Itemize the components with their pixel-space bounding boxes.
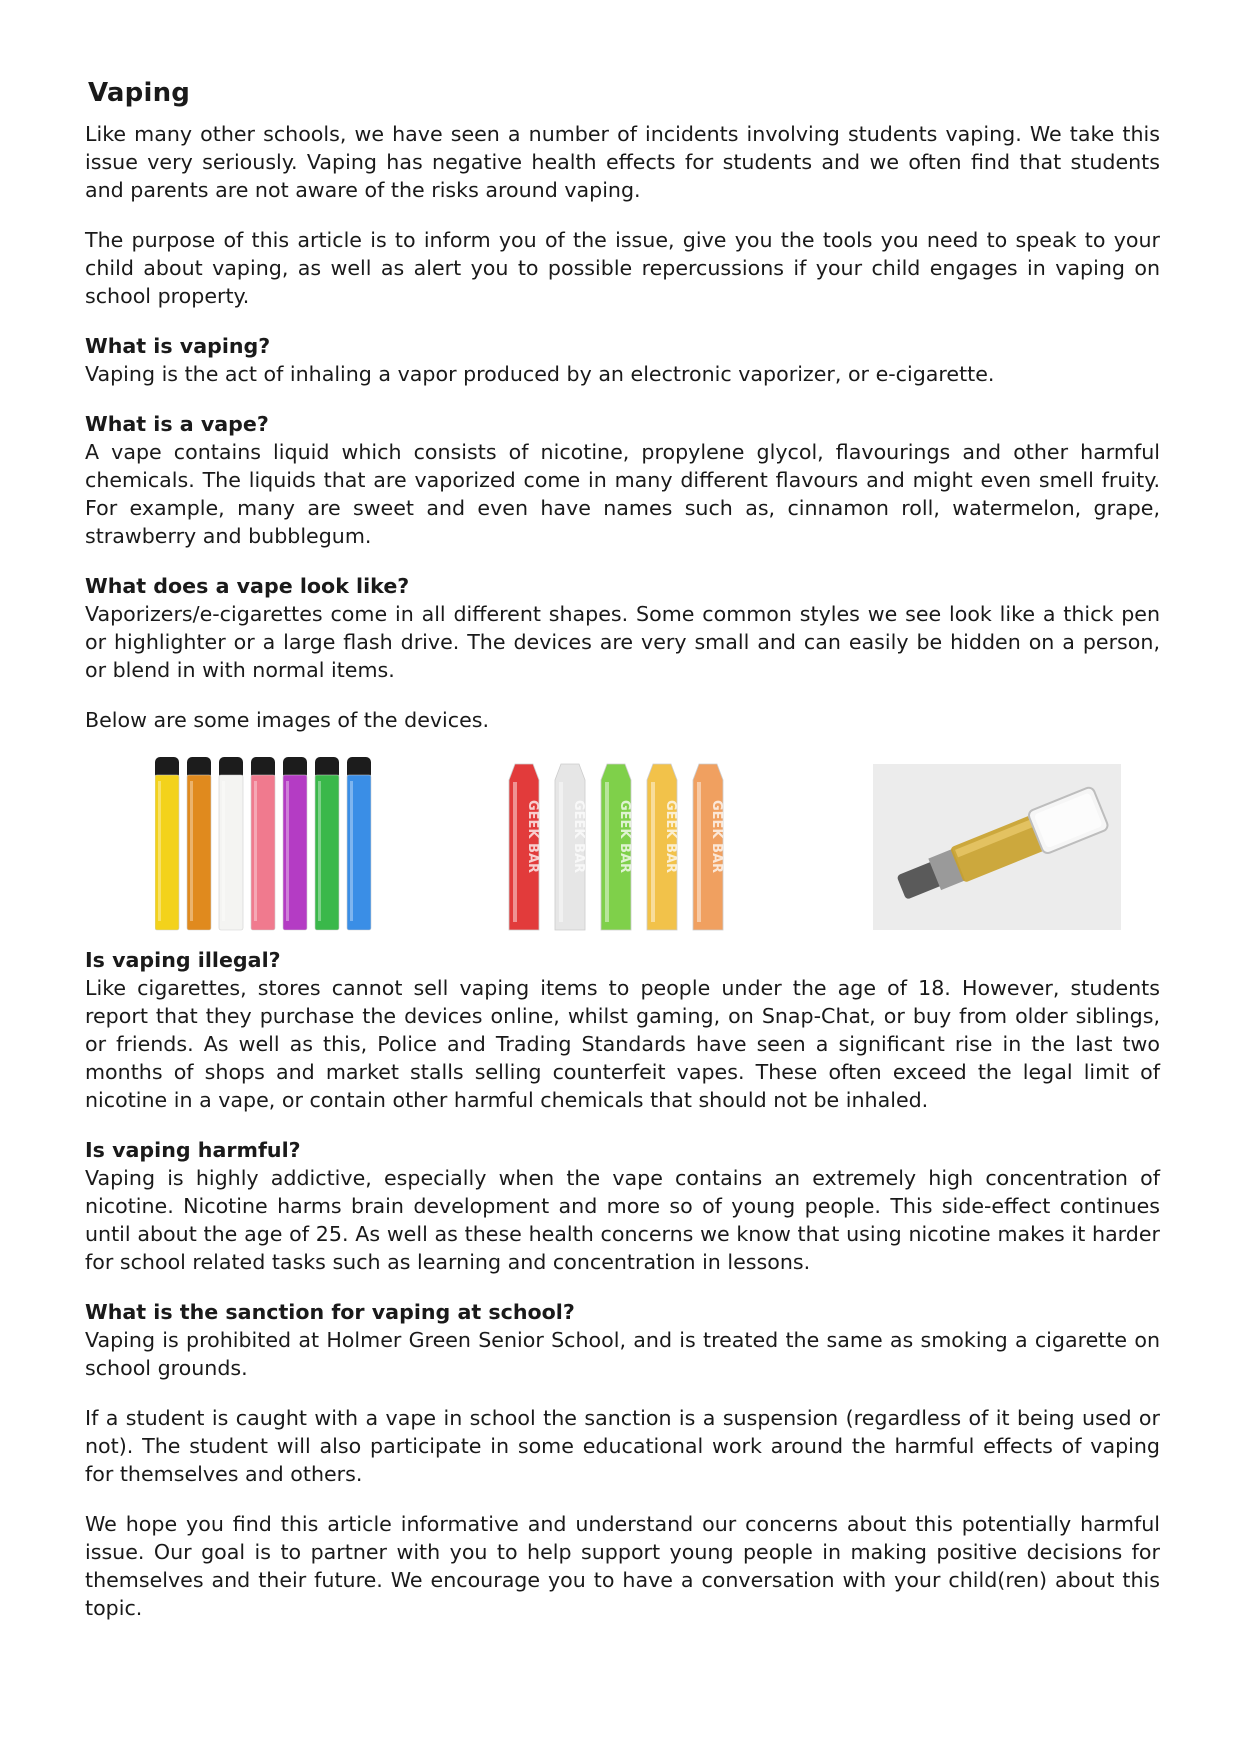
article bbox=[85, 78, 1160, 1644]
intro-paragraph-2: The purpose of this article is to inform you of the issue, give you the tools you need to speak to your child about vaping, as well as alert you to possible repercussions if your child engages in vaping on school property. bbox=[85, 228, 1160, 308]
bar-vape-label: GEEK BAR bbox=[571, 800, 586, 874]
question-what-is-vaping: What is vaping? bbox=[85, 334, 271, 358]
images-caption: Below are some images of the devices. bbox=[85, 708, 490, 732]
pod-vapes-image bbox=[155, 757, 395, 934]
bar-vape-label: GEEK BAR bbox=[617, 800, 632, 874]
question-sanction: What is the sanction for vaping at school? bbox=[85, 1300, 575, 1324]
pod-vape-highlight bbox=[318, 781, 321, 921]
question-what-is-a-vape: What is a vape? bbox=[85, 412, 269, 436]
bar-vape-label: GEEK BAR bbox=[663, 800, 678, 874]
bar-vape-highlight bbox=[697, 782, 701, 922]
bar-vape-highlight bbox=[651, 782, 655, 922]
article-title: Vaping bbox=[88, 78, 191, 108]
pod-vape-highlight bbox=[350, 781, 353, 921]
pod-vape-highlight bbox=[254, 781, 257, 921]
pod-vape-highlight bbox=[222, 781, 225, 921]
closing-paragraph-2: We hope you find this article informative and understand our concerns about this potentially harmful issue. Our goal is to partner with you to help support young people in making positive decisions for themselves and their future. We encourage you to have a conversation with your child(ren) about this topic. bbox=[85, 1512, 1160, 1620]
answer-what-is-vaping: Vaping is the act of inhaling a vapor produced by an electronic vaporizer, or e-cigarette. bbox=[85, 362, 995, 386]
question-is-vaping-harmful: Is vaping harmful? bbox=[85, 1138, 301, 1162]
pod-vape-highlight bbox=[190, 781, 193, 921]
bar-vape-highlight bbox=[513, 782, 517, 922]
vape-cartridge-image bbox=[873, 764, 1121, 930]
device-images bbox=[85, 734, 1160, 934]
question-vape-appearance: What does a vape look like? bbox=[85, 574, 410, 598]
intro-paragraph-1: Like many other schools, we have seen a number of incidents involving students vaping. We take this issue very seriously. Vaping has negative health effects for students and we often find that students and parents are not aware of the risks around vaping. bbox=[85, 122, 1160, 202]
answer-is-vaping-harmful: Vaping is highly addictive, especially when the vape contains an extremely high concentration of nicotine. Nicotine harms brain development and more so of young people. This side-effect continues until about the age of 25. As well as these health concerns we know that using nicotine makes it harder for school related tasks such as learning and concentration in lessons. bbox=[85, 1166, 1160, 1274]
question-is-vaping-illegal: Is vaping illegal? bbox=[85, 948, 281, 972]
bar-vape-label: GEEK BAR bbox=[525, 800, 540, 874]
pod-vape-highlight bbox=[286, 781, 289, 921]
bar-vapes-image bbox=[505, 760, 735, 934]
answer-vape-appearance: Vaporizers/e-cigarettes come in all different shapes. Some common styles we see look like a thick pen or highlighter or a large flash drive. The devices are very small and can easily be hidden on a person, or blend in with normal items. bbox=[85, 602, 1160, 682]
bar-vape-highlight bbox=[605, 782, 609, 922]
answer-sanction: Vaping is prohibited at Holmer Green Senior School, and is treated the same as smoking a cigarette on school grounds. bbox=[85, 1328, 1160, 1380]
pod-vape-highlight bbox=[158, 781, 161, 921]
bar-vape-label: GEEK BAR bbox=[709, 800, 724, 874]
answer-what-is-a-vape: A vape contains liquid which consists of nicotine, propylene glycol, flavourings and other harmful chemicals. The liquids that are vaporized come in many different flavours and might even smell fruity. For example, many are sweet and even have names such as, cinnamon roll, watermelon, grape, strawberry and bubblegum. bbox=[85, 440, 1160, 548]
closing-paragraph-1: If a student is caught with a vape in school the sanction is a suspension (regardless of it being used or not). The student will also participate in some educational work around the harmful effects of vaping for themselves and others. bbox=[85, 1406, 1160, 1486]
bar-vape-highlight bbox=[559, 782, 563, 922]
answer-is-vaping-illegal: Like cigarettes, stores cannot sell vaping items to people under the age of 18. However, students report that they purchase the devices online, whilst gaming, on Snap-Chat, or buy from older siblings, or friends. As well as this, Police and Trading Standards have seen a significant rise in the last two months of shops and market stalls selling counterfeit vapes. These often exceed the legal limit of nicotine in a vape, or contain other harmful chemicals that should not be inhaled. bbox=[85, 976, 1160, 1112]
